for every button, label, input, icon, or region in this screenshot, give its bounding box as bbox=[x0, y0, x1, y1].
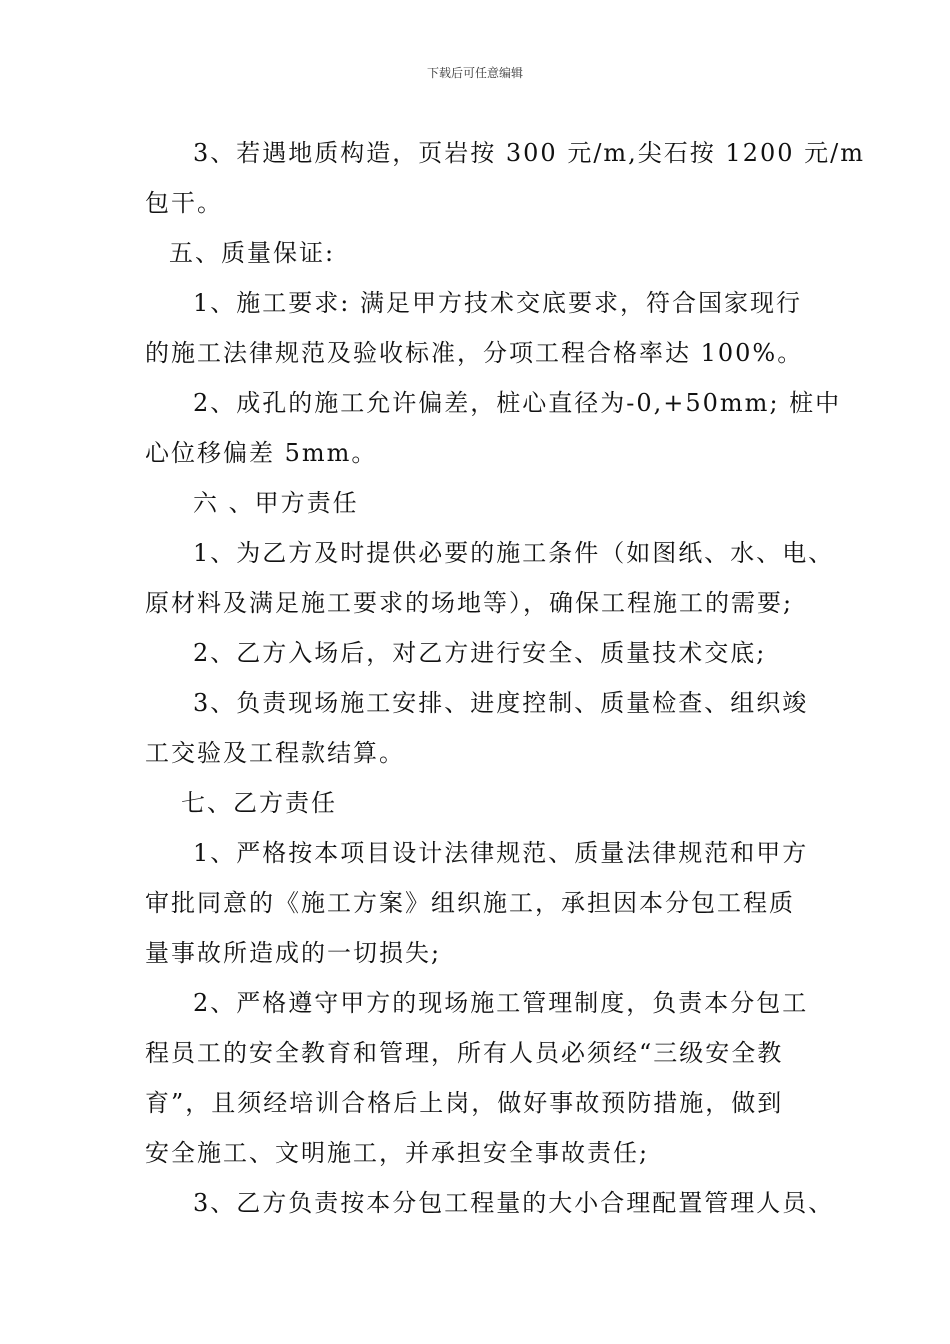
section-heading: 五、质量保证: bbox=[169, 239, 336, 267]
paragraph-line: 育”，且须经培训合格后上岗，做好事故预防措施，做到 bbox=[145, 1089, 784, 1117]
paragraph-line: 2、严格遵守甲方的现场施工管理制度，负责本分包工 bbox=[193, 989, 809, 1017]
paragraph-line: 3、负责现场施工安排、进度控制、质量检查、组织竣 bbox=[193, 689, 809, 717]
paragraph-line: 程员工的安全教育和管理，所有人员必须经“三级安全教 bbox=[145, 1039, 784, 1067]
page-header-note: 下载后可任意编辑 bbox=[426, 66, 523, 80]
paragraph-line: 原材料及满足施工要求的场地等），确保工程施工的需要; bbox=[145, 589, 794, 617]
paragraph-line: 安全施工、文明施工，并承担安全事故责任; bbox=[145, 1139, 650, 1167]
paragraph-line: 心位移偏差 5mm。 bbox=[145, 439, 378, 467]
paragraph-line: 1、为乙方及时提供必要的施工条件（如图纸、水、电、 bbox=[193, 539, 835, 567]
section-heading: 六 、甲方责任 bbox=[193, 489, 359, 517]
paragraph-line: 量事故所造成的一切损失; bbox=[145, 939, 442, 967]
section-heading: 七、乙方责任 bbox=[181, 789, 337, 817]
paragraph-line: 1、施工要求: 满足甲方技术交底要求，符合国家现行 bbox=[193, 289, 802, 317]
paragraph-line: 3、若遇地质构造，页岩按 300 元/m,尖石按 1200 元/m bbox=[193, 139, 865, 167]
paragraph-line: 2、乙方入场后，对乙方进行安全、质量技术交底; bbox=[193, 639, 767, 667]
paragraph-line: 包干。 bbox=[145, 189, 223, 217]
paragraph-line: 3、乙方负责按本分包工程量的大小合理配置管理人员、 bbox=[193, 1189, 835, 1217]
paragraph-line: 1、严格按本项目设计法律规范、质量法律规范和甲方 bbox=[193, 839, 809, 867]
paragraph-line: 工交验及工程款结算。 bbox=[145, 739, 405, 767]
paragraph-line: 2、成孔的施工允许偏差，桩心直径为-0,+50mm; 桩中 bbox=[193, 389, 842, 417]
document-body bbox=[145, 128, 865, 1228]
paragraph-line: 的施工法律规范及验收标准，分项工程合格率达 100%。 bbox=[145, 339, 804, 367]
paragraph-line: 审批同意的《施工方案》组织施工，承担因本分包工程质 bbox=[145, 889, 795, 917]
